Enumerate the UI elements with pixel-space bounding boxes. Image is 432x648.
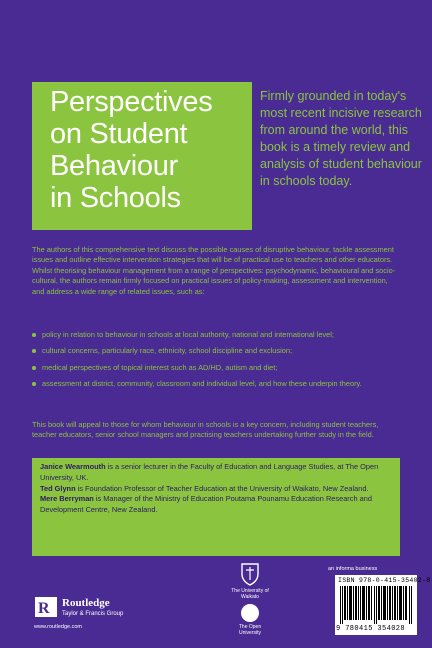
list-item-text: policy in relation to behaviour in schools at local authority, national and international level;: [42, 330, 334, 339]
author-description: is Foundation Professor of Teacher Education at the University of Waikato, New Zealand.: [75, 483, 369, 493]
issues-list: [32, 330, 410, 396]
bullet-icon: [32, 349, 36, 353]
list-item: [32, 363, 410, 373]
book-title: Perspectives on Student Behaviour in Schools: [50, 86, 213, 214]
waikato-label: The University of Waikato: [231, 588, 269, 600]
publisher-url[interactable]: www.routledge.com: [34, 624, 82, 630]
author-bios: [40, 462, 396, 516]
author-bio: [40, 484, 396, 495]
svg-text:R: R: [38, 600, 50, 617]
author-bio: [40, 494, 396, 516]
waikato-crest-icon: [240, 562, 260, 586]
open-university-logo-icon: [241, 604, 259, 622]
publisher-name: Routledge: [62, 597, 110, 609]
publisher-subtitle: Taylor & Francis Group: [62, 611, 124, 617]
isbn-number: ISBN 978-0-415-35402-8: [338, 577, 431, 584]
list-item: [32, 330, 410, 340]
author-description: is Manager of the Ministry of Education Poutama Pounamu Education Research and Development Centre, New Zealand.: [40, 494, 372, 515]
list-item-text: cultural concerns, particularly race, ethnicity, school discipline and exclusion;: [42, 346, 293, 356]
author-bio: [40, 462, 396, 484]
barcode-icon: [340, 586, 412, 624]
list-item: [32, 379, 410, 389]
author-description: is a senior lecturer in the Faculty of Education and Language Studies, at The Open University, UK.: [40, 462, 379, 482]
list-item: [32, 346, 410, 356]
author-name: Janice Wearmouth: [40, 462, 106, 471]
bullet-icon: [32, 366, 36, 370]
audience-paragraph: This book will appeal to those for whom behaviour in schools is a key concern, including student teachers, teacher educators, senior school managers and practising teachers undertaking further study in the field.: [32, 420, 379, 440]
barcode-number: 9 780415 354028: [336, 625, 406, 633]
open-university-label: The Open University: [238, 624, 262, 636]
list-item-text: assessment at district, community, classroom and individual level, and how these underpin theory.: [42, 379, 362, 389]
bullet-icon: [32, 333, 36, 337]
bullet-icon: [32, 382, 36, 386]
tagline: Firmly grounded in today's most recent incisive research from around the world, this book is a timely review and analysis of student behaviour in schools today.: [260, 89, 422, 188]
intro-paragraph: The authors of this comprehensive text discuss the possible causes of disruptive behaviour, tackle assessment issues and outline effective intervention strategies that will be of practical use to teachers and other educators. Whilst theorising behaviour management from a range of perspectives: psychodynamic, behavioural and socio-cultural, the authors remain firmly focused on practical issues of policy-making, assessment and intervention, and address a wide range of related issues, such as:: [32, 245, 396, 296]
author-name: Ted Glynn: [40, 483, 76, 493]
author-name: Mere Berryman: [40, 494, 94, 504]
list-item-text: medical perspectives of topical interest such as AD/HD, autism and diet;: [42, 362, 278, 372]
informa-label: an informa business: [328, 566, 378, 572]
